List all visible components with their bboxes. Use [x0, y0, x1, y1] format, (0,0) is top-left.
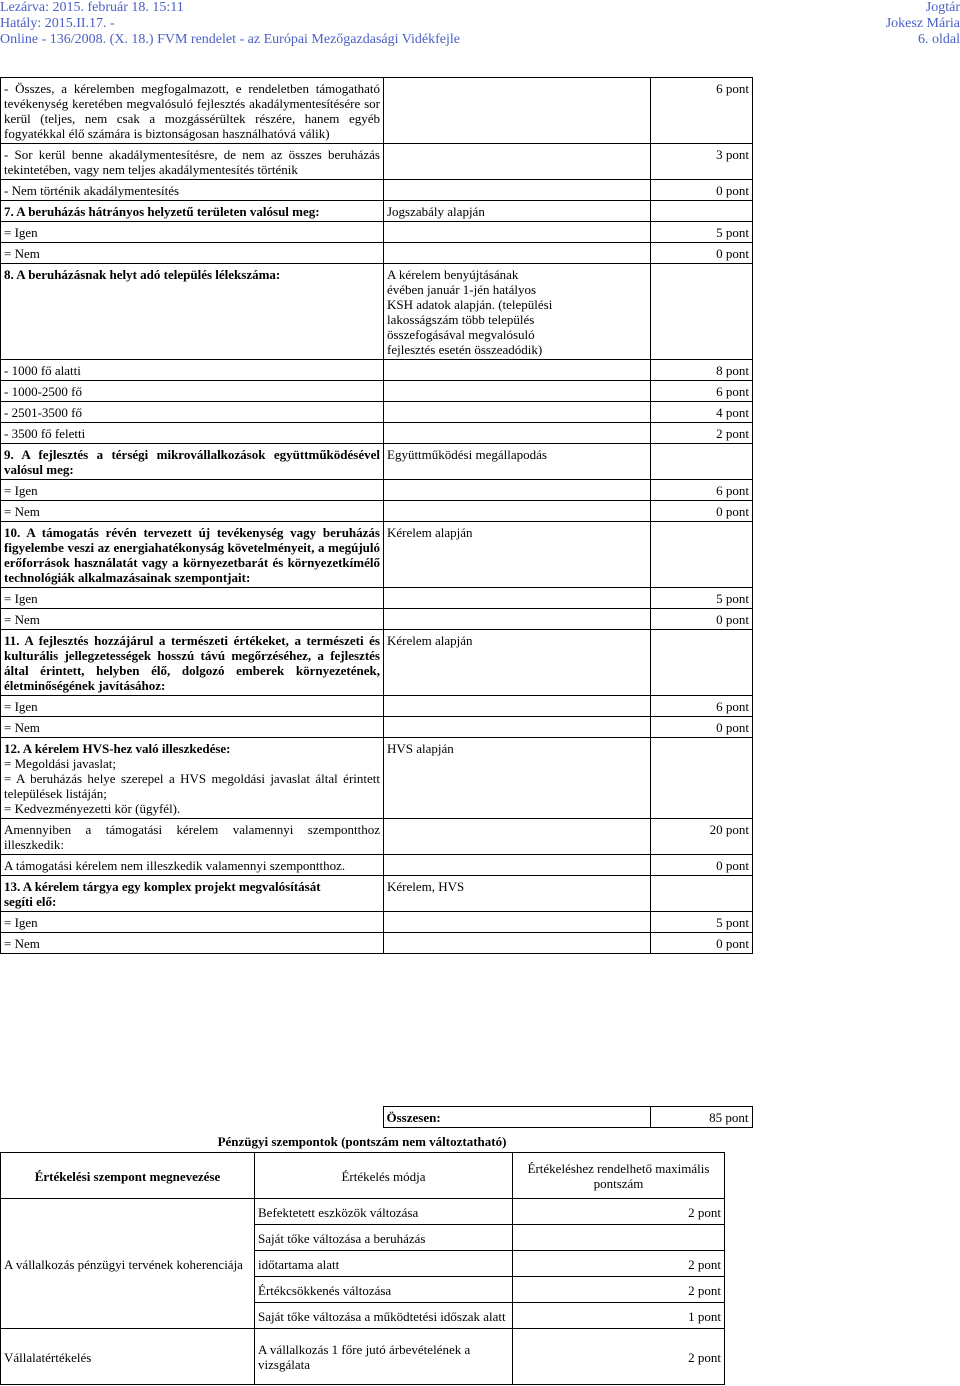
criterion-text [1, 738, 384, 819]
criterion-text [1, 696, 384, 717]
financial-header-row [1, 1153, 725, 1199]
header-closed-date: Lezárva: 2015. február 18. 15:11 [0, 0, 184, 15]
header-validity: Hatály: 2015.II.17. - [0, 16, 115, 31]
assessment-basis [384, 423, 651, 444]
assessment-basis [384, 501, 651, 522]
financial-points: 1 pont [513, 1303, 725, 1329]
criterion-row [1, 609, 753, 630]
assessment-basis [384, 912, 651, 933]
header-page-number: 6. oldal [918, 32, 960, 47]
assessment-basis [384, 609, 651, 630]
header-document-title: Online - 136/2008. (X. 18.) FVM rendelet - az Európai Mezőgazdasági Vidékfejle [0, 32, 460, 47]
criterion-label: = Igen [4, 483, 38, 498]
criterion-label: = Igen [4, 915, 38, 930]
criterion-label: - 1000 fő alatti [4, 363, 81, 378]
criterion-label: 10. A támogatás révén tervezett új tevékenység vagy beruházás figyelembe veszi az energiahatékonyság követelményeit, a megújuló erőforrások használatát vagy a környezetbarát és környezetkímélő technológiák alkalmazásainak szempontjait: [4, 525, 380, 585]
header-right [886, 0, 960, 48]
criterion-text [1, 222, 384, 243]
points-value [651, 201, 753, 222]
criterion-label: 7. A beruházás hátrányos helyzetű területen valósul meg: [4, 204, 320, 219]
criterion-row [1, 717, 753, 738]
points-value: 0 pont [651, 180, 753, 201]
criterion-row [1, 360, 753, 381]
financial-method: Befektetett eszközök változása [255, 1199, 513, 1225]
header-publisher: Jogtár [925, 0, 960, 15]
assessment-basis [384, 243, 651, 264]
criterion-label: = Nem [4, 504, 40, 519]
criterion-label: = Nem [4, 720, 40, 735]
points-value: 0 pont [651, 243, 753, 264]
financial-header-max-points: Értékeléshez rendelhető maximális pontszám [513, 1153, 725, 1199]
points-value: 0 pont [651, 717, 753, 738]
points-value: 3 pont [651, 144, 753, 180]
points-value: 5 pont [651, 588, 753, 609]
scoring-table [0, 77, 753, 954]
criterion-label: 13. A kérelem tárgya egy komplex projekt megvalósítását segíti elő: [4, 879, 321, 909]
assessment-basis [384, 78, 651, 144]
assessment-basis [384, 180, 651, 201]
criterion-label: - Összes, a kérelemben megfogalmazott, e rendeletben támogatható tevékenység keretében megvalósuló fejlesztés akadálymentesítésére sor kerül (teljes, nem csak a mozgássérültek részére, hanem egyéb fogyatékkal élő számára is biztonságosan használhatóvá válik) [4, 81, 380, 141]
financial-table [0, 1152, 725, 1385]
criterion-row [1, 876, 753, 912]
criterion-text [1, 522, 384, 588]
criterion-row [1, 819, 753, 855]
criterion-label: 11. A fejlesztés hozzájárul a természeti értékeket, a természeti és kulturális jellegzetességek hosszú távú megőrzéséhez, a fejlesztés által érintett, helyben élő, dolgozó emberek környezetének, életminőségének javításához: [4, 633, 380, 693]
criterion-row [1, 912, 753, 933]
assessment-basis [384, 933, 651, 954]
points-value: 6 pont [651, 381, 753, 402]
financial-header-criterion: Értékelési szempont megnevezése [1, 1153, 255, 1199]
criterion-row [1, 180, 753, 201]
financial-criterion-valuation: Vállalatértékelés [1, 1329, 255, 1385]
assessment-basis-text: HVS alapján [387, 741, 454, 756]
assessment-basis [384, 738, 651, 819]
points-value [651, 264, 753, 360]
criterion-row [1, 78, 753, 144]
criterion-row [1, 243, 753, 264]
points-value: 4 pont [651, 402, 753, 423]
criterion-text [1, 423, 384, 444]
scoring-table-body [1, 78, 753, 954]
criterion-text [1, 876, 384, 912]
criterion-subitem: = Megoldási javaslat; [4, 756, 117, 771]
criterion-text [1, 402, 384, 423]
points-value: 0 pont [651, 609, 753, 630]
financial-points: 2 pont [513, 1329, 725, 1385]
financial-points: 2 pont [513, 1199, 725, 1225]
criterion-text [1, 933, 384, 954]
summary-label: Összesen: [383, 1107, 650, 1128]
criterion-text [1, 264, 384, 360]
criterion-text [1, 630, 384, 696]
assessment-basis [384, 144, 651, 180]
points-value: 5 pont [651, 912, 753, 933]
summary-table [0, 1106, 753, 1128]
assessment-basis [384, 381, 651, 402]
points-value: 20 pont [651, 819, 753, 855]
criterion-text [1, 180, 384, 201]
points-value [651, 444, 753, 480]
header-author: Jokesz Mária [885, 16, 960, 31]
criterion-row [1, 630, 753, 696]
criterion-label: 9. A fejlesztés a térségi mikrovállalkozások együttműködésével valósul meg: [4, 447, 380, 477]
criterion-text [1, 819, 384, 855]
financial-row [1, 1329, 725, 1385]
criterion-label: = Nem [4, 246, 40, 261]
criterion-row [1, 444, 753, 480]
assessment-basis [384, 402, 651, 423]
assessment-basis [384, 201, 651, 222]
criterion-row [1, 222, 753, 243]
criterion-text [1, 144, 384, 180]
criterion-title: 12. A kérelem HVS-hez való illeszkedése: [4, 741, 231, 756]
criterion-label: A támogatási kérelem nem illeszkedik valamennyi szempontthoz. [4, 858, 346, 873]
assessment-basis-text: Együttműködési megállapodás [387, 447, 547, 462]
criterion-label: = Igen [4, 225, 38, 240]
document-header [0, 0, 960, 48]
criterion-label: - 1000-2500 fő [4, 384, 82, 399]
criterion-text [1, 381, 384, 402]
financial-row [1, 1199, 725, 1225]
criterion-row [1, 855, 753, 876]
criterion-label: Amennyiben a támogatási kérelem valamennyi szempontthoz illeszkedik: [4, 822, 380, 852]
financial-method: Saját tőke változása a beruházás [255, 1225, 513, 1251]
points-value: 2 pont [651, 423, 753, 444]
financial-method: Saját tőke változása a működtetési időszak alatt [255, 1303, 513, 1329]
criterion-row [1, 144, 753, 180]
assessment-basis [384, 264, 651, 360]
points-value: 6 pont [651, 78, 753, 144]
summary-row [0, 1107, 752, 1128]
criterion-text [1, 78, 384, 144]
financial-section-title: Pénzügyi szempontok (pontszám nem változtatható) [217, 1134, 507, 1149]
financial-method: időtartama alatt [255, 1251, 513, 1277]
criterion-text [1, 243, 384, 264]
points-value [651, 522, 753, 588]
assessment-basis [384, 480, 651, 501]
points-value [651, 738, 753, 819]
financial-header-method: Értékelés módja [255, 1153, 513, 1199]
criterion-label: - 2501-3500 fő [4, 405, 82, 420]
points-value [651, 630, 753, 696]
criterion-row [1, 264, 753, 360]
assessment-basis-text: Kérelem, HVS [387, 879, 465, 894]
points-value: 0 pont [651, 501, 753, 522]
assessment-basis-text: Kérelem alapján [387, 633, 473, 648]
financial-points: 2 pont [513, 1277, 725, 1303]
criterion-label: = Igen [4, 591, 38, 606]
assessment-basis [384, 360, 651, 381]
criterion-label: = Nem [4, 936, 40, 951]
financial-method: Értékcsökkenés változása [255, 1277, 513, 1303]
points-value [651, 876, 753, 912]
criterion-label: - Sor kerül benne akadálymentesítésre, de nem az összes beruházás tekintetében, vagy nem teljes akadálymentesítés történik [4, 147, 380, 177]
criterion-text [1, 588, 384, 609]
criterion-label: - Nem történik akadálymentesítés [4, 183, 180, 198]
criterion-text [1, 201, 384, 222]
criterion-text [1, 912, 384, 933]
assessment-basis [384, 222, 651, 243]
criterion-text [1, 501, 384, 522]
criterion-text [1, 360, 384, 381]
assessment-basis-text: Jogszabály alapján [387, 204, 485, 219]
criterion-text [1, 444, 384, 480]
financial-points: 2 pont [513, 1251, 725, 1277]
criterion-subitem: = A beruházás helye szerepel a HVS megoldási javaslat által érintett települések listáján; [4, 771, 380, 801]
criterion-row [1, 501, 753, 522]
criterion-label: 8. A beruházásnak helyt adó település lélekszáma: [4, 267, 281, 282]
criterion-row [1, 738, 753, 819]
criterion-text [1, 717, 384, 738]
assessment-basis [384, 819, 651, 855]
criterion-label: = Igen [4, 699, 38, 714]
assessment-basis [384, 696, 651, 717]
assessment-basis [384, 522, 651, 588]
criterion-text [1, 609, 384, 630]
criterion-text [1, 855, 384, 876]
criterion-subitem: = Kedvezményezetti kör (ügyfél). [4, 801, 181, 816]
criterion-label: = Nem [4, 612, 40, 627]
financial-points [513, 1225, 725, 1251]
points-value: 0 pont [651, 933, 753, 954]
criterion-label: - 3500 fő feletti [4, 426, 86, 441]
criterion-row [1, 522, 753, 588]
criterion-row [1, 381, 753, 402]
financial-criterion-coherence: A vállalkozás pénzügyi tervének koherenciája [1, 1199, 255, 1329]
assessment-basis [384, 855, 651, 876]
assessment-basis-text: Kérelem alapján [387, 525, 473, 540]
summary-empty-cell [0, 1107, 383, 1128]
assessment-basis [384, 444, 651, 480]
financial-method: A vállalkozás 1 főre jutó árbevételének a vizsgálata [255, 1329, 513, 1385]
criterion-row [1, 402, 753, 423]
header-left [0, 0, 460, 48]
points-value: 0 pont [651, 855, 753, 876]
criterion-row [1, 588, 753, 609]
criterion-row [1, 423, 753, 444]
criterion-row [1, 696, 753, 717]
summary-points: 85 pont [650, 1107, 752, 1128]
points-value: 6 pont [651, 480, 753, 501]
points-value: 6 pont [651, 696, 753, 717]
criterion-text [1, 480, 384, 501]
criterion-row [1, 201, 753, 222]
criterion-row [1, 933, 753, 954]
assessment-basis-text: A kérelem benyújtásának évében január 1-jén hatályos KSH adatok alapján. (települési lakosságszám több település összefogásával megvalósuló fejlesztés esetén összeadódik) [387, 267, 553, 357]
assessment-basis [384, 876, 651, 912]
points-value: 5 pont [651, 222, 753, 243]
assessment-basis [384, 630, 651, 696]
criterion-row [1, 480, 753, 501]
points-value: 8 pont [651, 360, 753, 381]
assessment-basis [384, 717, 651, 738]
assessment-basis [384, 588, 651, 609]
